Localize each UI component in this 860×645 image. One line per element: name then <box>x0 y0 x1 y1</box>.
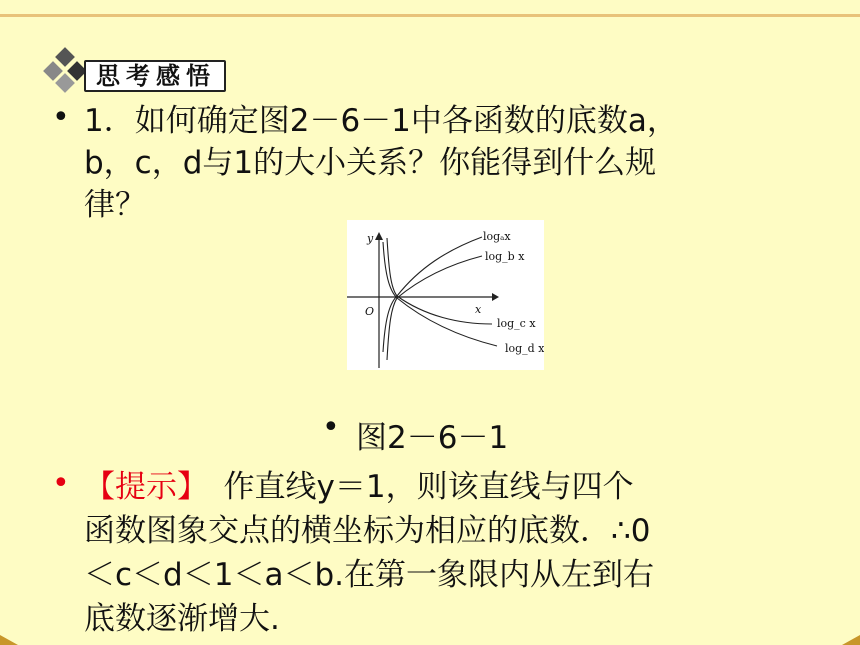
hint-line-1-container <box>84 468 634 506</box>
figure-caption: 图2－6－1 <box>356 420 509 456</box>
origin-label: O <box>365 305 375 318</box>
curve-log-a <box>383 237 482 352</box>
log-functions-figure <box>347 220 544 370</box>
y-arrow-icon <box>375 232 383 240</box>
hint-line-1: 作直线y＝1，则该直线与四个 <box>192 469 634 505</box>
corner-arrow-right-icon <box>842 635 860 645</box>
curve-label-c: log_c x <box>497 317 536 330</box>
question-line-3: 律？ <box>84 187 146 223</box>
hint-line-4: 底数逐渐增大. <box>84 601 280 637</box>
question-line-2: b，c，d与1的大小关系？你能得到什么规 <box>84 145 657 181</box>
diamond-icon <box>55 47 75 67</box>
hint-line-2: 函数图象交点的横坐标为相应的底数．∴0 <box>84 513 651 549</box>
thinking-badge <box>44 46 228 92</box>
curve-label-a: logₐx <box>483 230 511 243</box>
curve-label-d: log_d x <box>505 342 544 355</box>
curve-label-b: log_b x <box>485 250 525 263</box>
y-axis-label: y <box>367 232 374 245</box>
question-bullet: • <box>52 100 70 135</box>
log-graph <box>347 220 544 370</box>
x-arrow-icon <box>492 293 499 301</box>
x-axis-label: x <box>475 303 482 316</box>
question-line-1: 1．如何确定图2－6－1中各函数的底数a， <box>84 103 678 139</box>
caption-bullet: • <box>322 410 340 445</box>
badge-label: 思考感悟 <box>96 62 216 90</box>
corner-arrow-left-icon <box>0 635 18 645</box>
top-border-rule <box>0 14 860 17</box>
hint-label: 【提示】 <box>84 469 193 505</box>
curve-log-b <box>387 256 482 360</box>
hint-bullet: • <box>52 466 70 501</box>
hint-line-3: ＜c＜d＜1＜a＜b.在第一象限内从左到右 <box>84 557 654 593</box>
